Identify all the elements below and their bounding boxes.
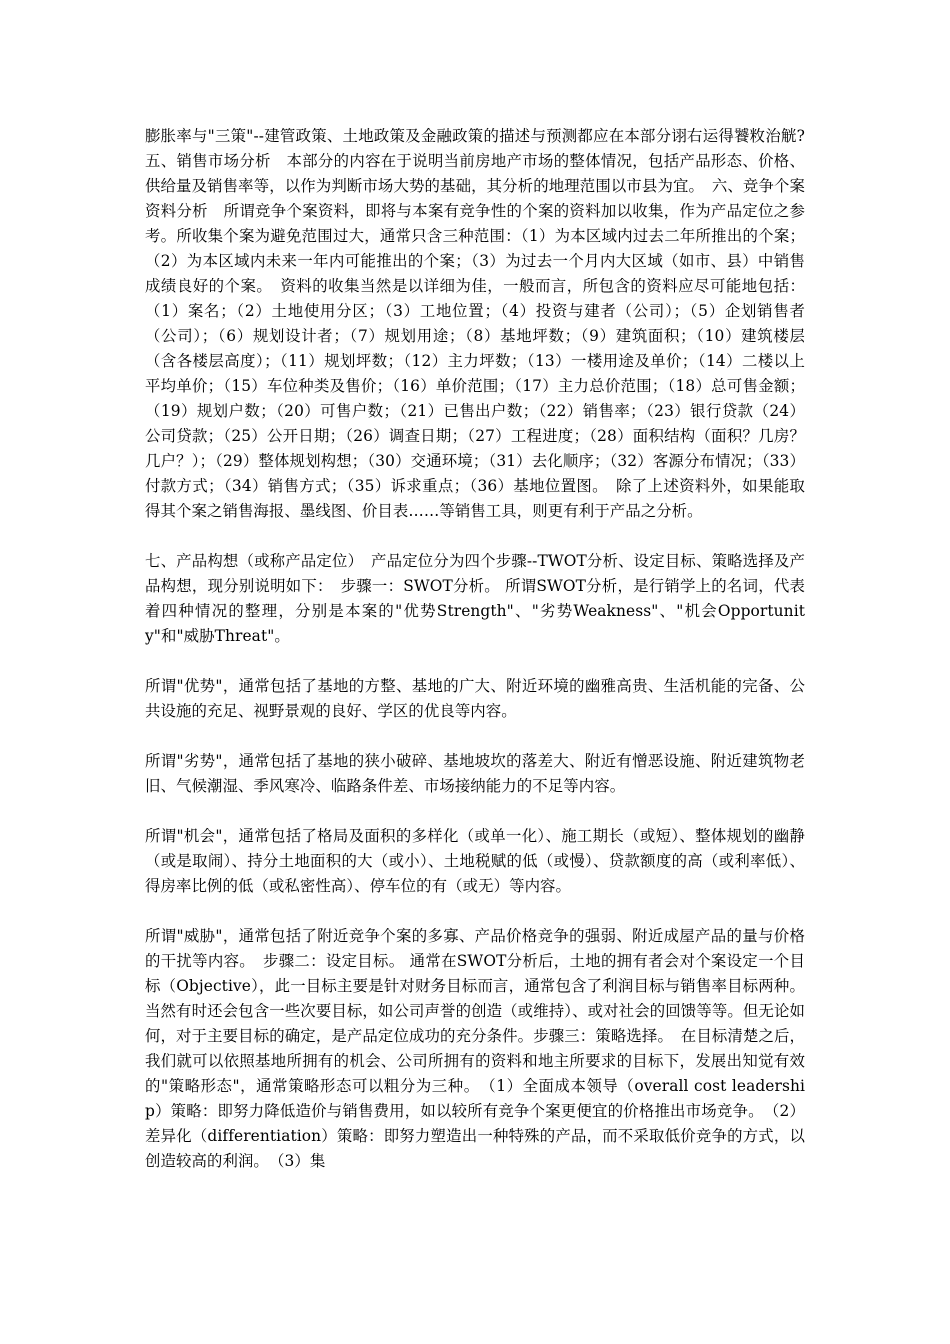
paragraph-gap (145, 799, 805, 824)
document-page (145, 124, 805, 1174)
paragraph-gap (145, 899, 805, 924)
paragraph-opportunity: 所谓"机会"，通常包括了格局及面积的多样化（或单一化）、施工期长（或短）、整体规划的幽静（或是取闹）、持分土地面积的大（或小）、土地税赋的低（或慢）、贷款额度的高（或利率低）、得房率比例的低（或私密性高）、停车位的有（或无）等内容。 (145, 827, 805, 895)
paragraph-gap (145, 724, 805, 749)
paragraph-market-analysis: 膨胀率与"三策"--建管政策、土地政策及金融政策的描述与预测都应在本部分诩右运得饕敉治觥? 五、销售市场分析 本部分的内容在于说明当前房地产市场的整体情况，包括产品形态、价格、供给量及销售率等，以作为判断市场大势的基础，其分析的地理范围以市县为宜。 六、竞争个案资料分析 所谓竞争个案资料，即将与本案有竞争性的个案的资料加以收集，作为产品定位之参考。所收集个案为避免范围过大，通常只含三种范围：（1）为本区域内过去二年所推出的个案；（2）为本区域内未来一年内可能推出的个案；（3）为过去一个月内大区域（如市、县）中销售成绩良好的个案。 资料的收集当然是以详细为佳，一般而言，所包含的资料应尽可能地包括：（1）案名；（2）土地使用分区；（3）工地位置；（4）投资与建者（公司）；（5）企划销售者（公司）；（6）规划设计者；（7）规划用途；（8）基地坪数；（9）建筑面积；（10）建筑楼层（含各楼层高度）；（11）规划坪数；（12）主力坪数；（13）一楼用途及单价；（14）二楼以上平均单价；（15）车位种类及售价；（16）单价范围；（17）主力总价范围；（18）总可售金额；（19）规划户数；（20）可售户数；（21）已售出户数；（22）销售率；（23）银行贷款（24）公司贷款；（25）公开日期；（26）调查日期；（27）工程进度；（28）面积结构（面积？几房？几户？）；（29）整体规划构想；（30）交通环境；（31）去化顺序；（32）客源分布情况；（33）付款方式；（34）销售方式；（35）诉求重点；（36）基地位置图。 除了上述资料外，如果能取得其个案之销售海报、墨线图、价目表……等销售工具，则更有利于产品之分析。 (145, 127, 805, 520)
paragraph-threat-and-strategy: 所谓"威胁"，通常包括了附近竞争个案的多寡、产品价格竞争的强弱、附近成屋产品的量与价格的干扰等内容。 步骤二：设定目标。 通常在SWOT分析后，土地的拥有者会对个案设定一个目标（Objective），此一目标主要是针对财务目标而言，通常包含了利润目标与销售率目标两种。当然有时还会包含一些次要目标，如公司声誉的创造（或维持）、或对社会的回馈等等。但无论如何，对于主要目标的确定，是产品定位成功的充分条件。步骤三：策略选择。 在目标清楚之后，我们就可以依照基地所拥有的机会、公司所拥有的资料和地主所要求的目标下，发展出知觉有效的"策略形态"，通常策略形态可以粗分为三种。 （1）全面成本领导（overall cost leadership）策略：即努力降低造价与销售费用，如以较所有竞争个案更便宜的价格推出市场竞争。 （2）差异化（differentiation）策略：即努力塑造出一种特殊的产品，而不采取低价竞争的方式，以创造较高的利润。 （3）集 (145, 927, 805, 1170)
paragraph-gap (145, 524, 805, 549)
paragraph-weakness: 所谓"劣势"，通常包括了基地的狭小破碎、基地坡坎的落差大、附近有憎恶设施、附近建筑物老旧、气候潮湿、季风寒冷、临路条件差、市场接纳能力的不足等内容。 (145, 752, 805, 795)
paragraph-strength: 所谓"优势"，通常包括了基地的方整、基地的广大、附近环境的幽雅高贵、生活机能的完备、公共设施的充足、视野景观的良好、学区的优良等内容。 (145, 677, 805, 720)
paragraph-gap (145, 649, 805, 674)
paragraph-product-concept: 七、产品构想（或称产品定位） 产品定位分为四个步骤--TWOT分析、设定目标、策略选择及产品构想，现分别说明如下： 步骤一：SWOT分析。 所谓SWOT分析，是行销学上的名词，代表着四种情况的整理，分别是本案的"优势Strength"、"劣势Weakness"、"机会Opportunity"和"威胁Threat"。 (145, 552, 805, 645)
